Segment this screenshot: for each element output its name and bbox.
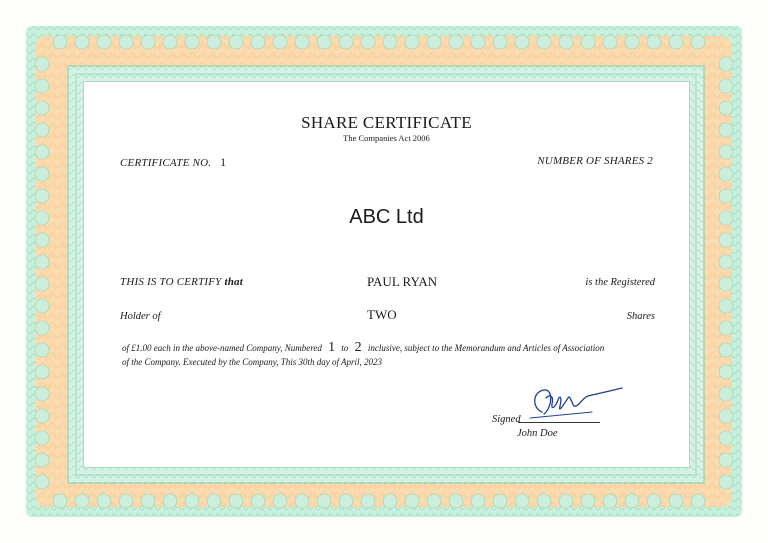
- certify-block: [120, 276, 243, 288]
- holder-of-label: Holder of: [120, 311, 161, 322]
- registered-label: is the Registered: [585, 277, 655, 288]
- company-name: ABC Ltd: [349, 206, 424, 228]
- signatory-name: John Doe: [517, 428, 558, 439]
- certificate-number-block: [120, 155, 226, 170]
- number-from: 1: [328, 340, 336, 355]
- terms-line-1: [122, 340, 604, 356]
- shares-word: TWO: [367, 307, 397, 322]
- to-word: to: [341, 343, 349, 353]
- shares-label: Shares: [626, 311, 655, 322]
- holder-name: PAUL RYAN: [367, 274, 438, 289]
- terms-line-1-suffix: inclusive, subject to the Memorandum and Articles of Association: [367, 343, 605, 353]
- terms-line-2: of the Company. Executed by the Company, This 30th day of April, 2023: [122, 357, 383, 367]
- number-of-shares-value: 2: [647, 155, 653, 167]
- number-of-shares-block: [537, 155, 653, 167]
- number-to: 2: [354, 340, 362, 355]
- certificate-subtitle: The Companies Act 2006: [343, 133, 430, 143]
- certify-label: THIS IS TO CERTIFY: [120, 276, 222, 288]
- certificate-panel: [83, 81, 690, 468]
- certificate-no-value: 1: [220, 155, 227, 169]
- terms-line-1-prefix: of £1.00 each in the above-named Company, Numbered: [122, 343, 322, 353]
- certificate-title: SHARE CERTIFICATE: [301, 113, 472, 132]
- certificate-no-label: CERTIFICATE NO.: [120, 157, 212, 169]
- signed-label: Signed: [492, 414, 521, 425]
- number-of-shares-label: NUMBER OF SHARES: [537, 155, 645, 167]
- certify-that: that: [224, 276, 243, 288]
- handwritten-signature: [522, 384, 632, 424]
